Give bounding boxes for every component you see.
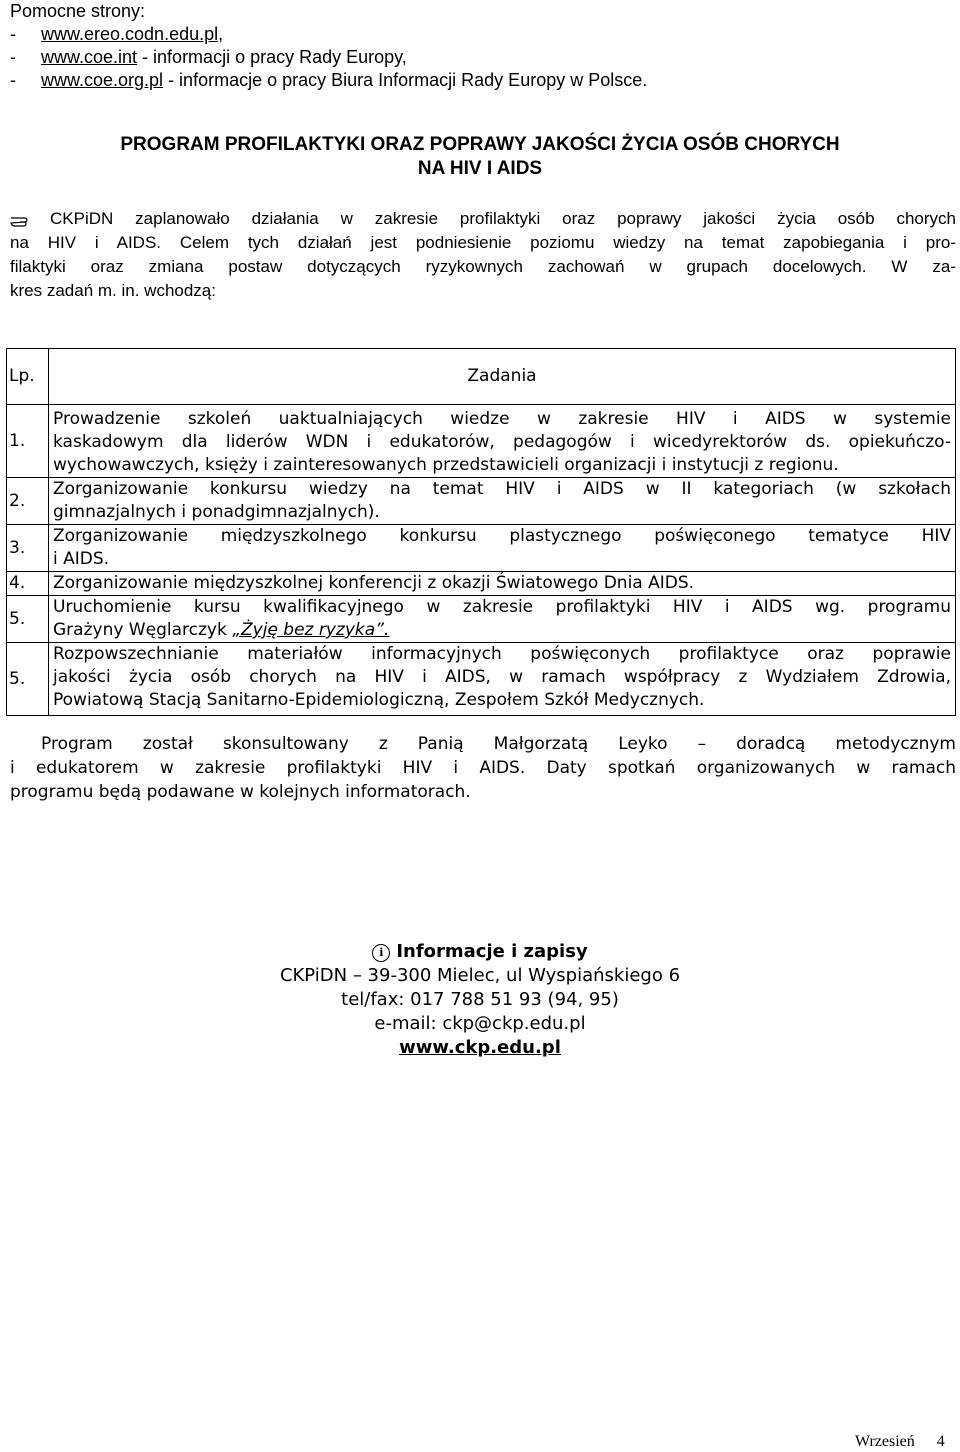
intro-line: CKPiDN zaplanowało działania w zakresie profilaktyki oraz poprawy jakości życia osób chorych [50, 209, 956, 228]
table-row [7, 596, 956, 643]
column-header-tasks: Zadania [49, 349, 956, 405]
link-coe-int[interactable]: www.coe.int [41, 47, 138, 67]
closing-paragraph: Program został skonsultowany z Panią Małgorzatą Leyko – doradcą metodycznym i edukatorem w zakresie profilaktyki HIV i AIDS. Daty spotkań organizowanych w ramach programu będą podawane w kolejnych informatorach. [10, 734, 956, 802]
intro-line: na HIV i AIDS. Celem tych działań jest podniesienie poziomu wiedzy na temat zapobiegania i pro- [10, 233, 956, 252]
table-row [7, 572, 956, 596]
column-header-lp: Lp. [7, 349, 49, 405]
program-name: „Żyję bez ryzyka”. [232, 620, 390, 640]
row-number: 3. [7, 525, 49, 572]
row-number: 5. [7, 643, 49, 716]
helpful-links [10, 0, 950, 92]
row-task: Uruchomienie kursu kwalifikacyjnego w zakresie profilaktyki HIV i AIDS wg. programu Grażyny Węglarczyk „Żyję bez ryzyka”. [49, 596, 956, 643]
contact-info [0, 940, 960, 1060]
row-number: 2. [7, 478, 49, 525]
table-row [7, 478, 956, 525]
link-coe-org-pl[interactable]: www.coe.org.pl [41, 70, 164, 90]
row-task: Zorganizowanie konkursu wiedzy na temat HIV i AIDS w II kategoriach (w szkołach gimnazjalnych i ponadgimnazjalnych). [49, 478, 956, 525]
table-row [7, 405, 956, 478]
row-task: Rozpowszechnianie materiałów informacyjnych poświęconych profilaktyce oraz poprawie jakości życia osób chorych na HIV i AIDS, w ramach współpracy z Wydziałem Zdrowia, Powiatową Stacją Sanitarno-Epidemiologiczną, Zespołem Szkół Medycznych. [49, 643, 956, 716]
intro-line: kres zadań m. in. wchodzą: [10, 281, 216, 300]
link-row: - www.ereo.codn.edu.pl, [10, 24, 224, 44]
row-task: Prowadzenie szkoleń uaktualniających wiedze w zakresie HIV i AIDS w systemie kaskadowym dla liderów WDN i edukatorów, pedagogów i wicedyrektorów ds. opiekuńczo- wychowawczych, księży i zainteresowanych przedstawicieli organizacji i instytucji z regionu. [49, 405, 956, 478]
contact-address: CKPiDN – 39-300 Mielec, ul Wyspiańskiego 6 [279, 965, 681, 986]
table-header-row [7, 349, 956, 405]
page-number: 4 [936, 1433, 945, 1450]
link-ereo[interactable]: www.ereo.codn.edu.pl [41, 24, 219, 44]
page-footer [855, 1432, 945, 1452]
links-heading: Pomocne strony: [10, 1, 146, 21]
link-row: - www.coe.int - informacji o pracy Rady Europy, [10, 47, 407, 67]
table-row [7, 643, 956, 716]
pointing-hand-icon [10, 213, 36, 227]
row-number: 5. [7, 596, 49, 643]
link-row: - www.coe.org.pl - informacje o pracy Biura Informacji Rady Europy w Polsce. [10, 70, 648, 90]
program-title-line2: NA HIV I AIDS [417, 158, 543, 179]
intro-line: filaktyki oraz zmiana postaw dotyczących ryzykownych zachowań w grupach docelowych. W za- [10, 257, 956, 276]
row-number: 1. [7, 405, 49, 478]
table-row [7, 525, 956, 572]
program-intro [10, 207, 956, 303]
row-number: 4. [7, 572, 49, 596]
tasks-table [6, 348, 956, 716]
contact-heading: Informacje i zapisy [396, 941, 588, 962]
info-icon: i [372, 944, 390, 962]
contact-email[interactable]: e-mail: ckp@ckp.edu.pl [374, 1013, 586, 1034]
row-task: Zorganizowanie międzyszkolnego konkursu plastycznego poświęconego tematyce HIV i AIDS. [49, 525, 956, 572]
contact-phone: tel/fax: 017 788 51 93 (94, 95) [341, 989, 619, 1010]
program-title-line1: PROGRAM PROFILAKTYKI ORAZ POPRAWY JAKOŚCI ŻYCIA OSÓB CHORYCH [120, 134, 840, 155]
website-link[interactable]: www.ckp.edu.pl [399, 1037, 561, 1058]
row-task: Zorganizowanie międzyszkolnej konferencji z okazji Światowego Dnia AIDS. [49, 572, 956, 596]
footer-month: Wrzesień [855, 1433, 915, 1450]
